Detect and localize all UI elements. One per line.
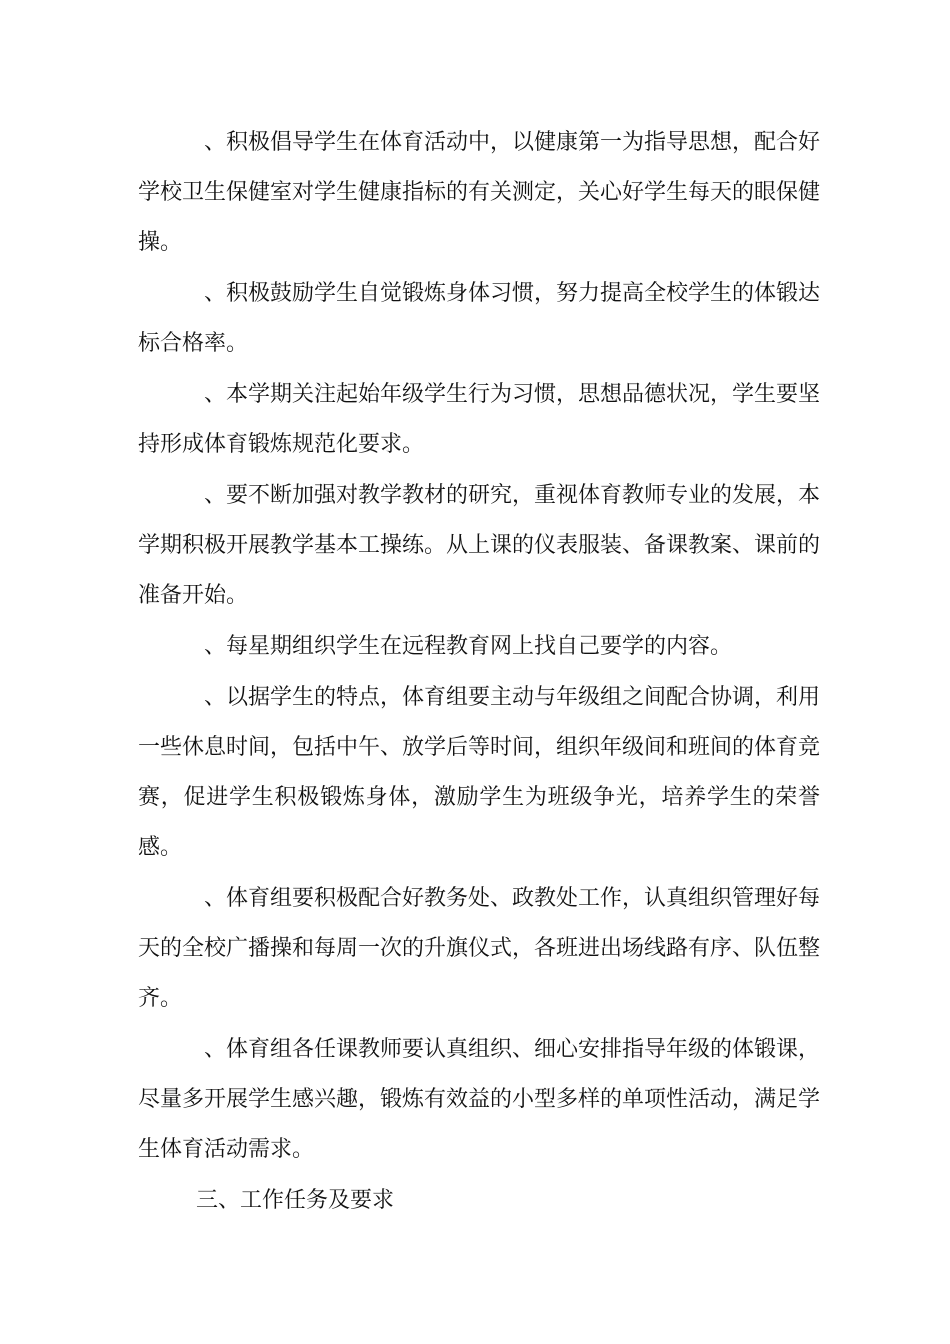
section-heading: 三、工作任务及要求 (196, 1188, 395, 1213)
document-body (138, 118, 820, 1226)
paragraph-4: 、要不断加强对教学教材的研究，重视体育教师专业的发展，本学期积极开展教学基本工操练。从上课的仪表服装、备课教案、课前的准备开始。 (138, 483, 821, 608)
paragraph-8: 、体育组各任课教师要认真组织、细心安排指导年级的体锻课，尽量多开展学生感兴趣，锻炼有效益的小型多样的单项性活动，满足学生体育活动需求。 (138, 1037, 821, 1162)
paragraph-2: 、积极鼓励学生自觉锻炼身体习惯，努力提高全校学生的体锻达标合格率。 (138, 281, 821, 356)
paragraph-3: 、本学期关注起始年级学生行为习惯，思想品德状况，学生要坚持形成体育锻炼规范化要求。 (138, 382, 821, 457)
paragraph-6: 、以据学生的特点，体育组要主动与年级组之间配合协调，利用一些休息时间，包括中午、放学后等时间，组织年级间和班间的体育竞赛，促进学生积极锻炼身体，激励学生为班级争光，培养学生的荣誉感。 (138, 685, 821, 860)
paragraph-1: 、积极倡导学生在体育活动中，以健康第一为指导思想，配合好学校卫生保健室对学生健康指标的有关测定，关心好学生每天的眼保健操。 (138, 130, 821, 255)
paragraph-5: 、每星期组织学生在远程教育网上找自己要学的内容。 (204, 634, 733, 659)
paragraph-7: 、体育组要积极配合好教务处、政教处工作，认真组织管理好每天的全校广播操和每周一次的升旗仪式，各班进出场线路有序、队伍整齐。 (138, 886, 821, 1011)
